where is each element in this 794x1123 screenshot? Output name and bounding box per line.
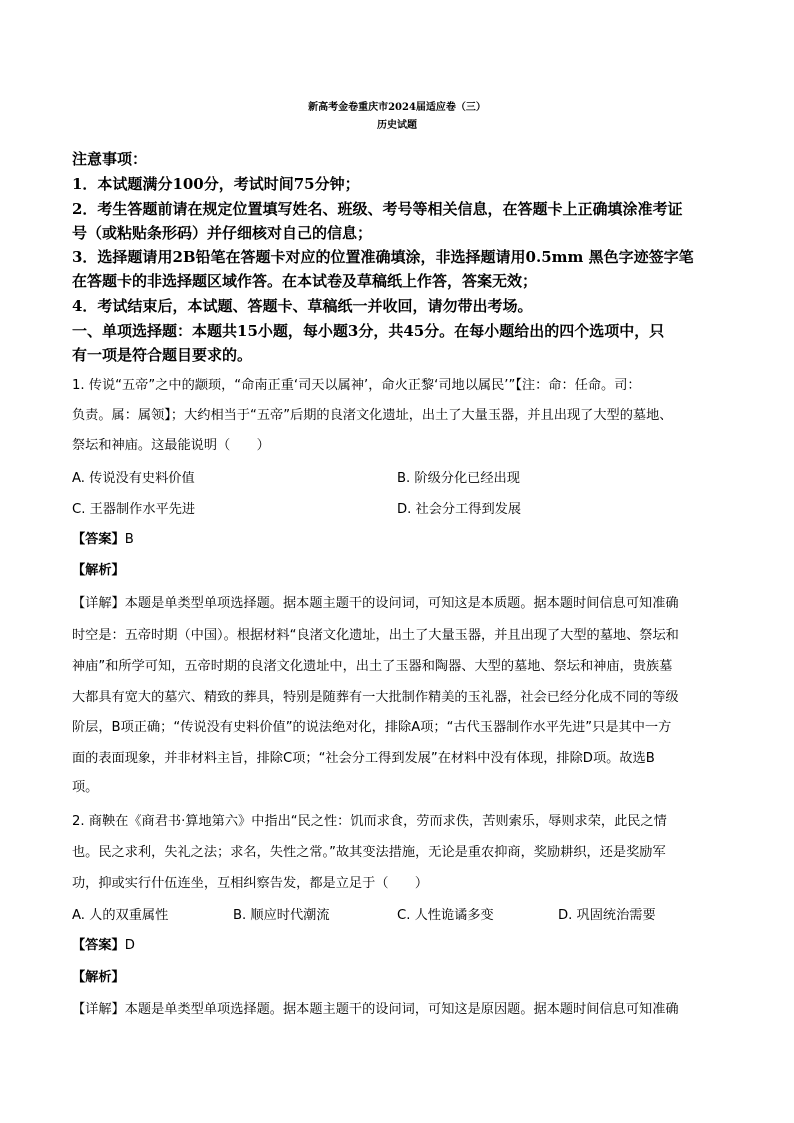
question-1-option-c: C. 王器制作水平先进 — [72, 502, 196, 517]
notice-line: 2．考生答题前请在规定位置填写姓名、班级、考号等相关信息，在答题卡上正确填涂准考证 — [72, 200, 683, 218]
question-1-detail: 大都具有宽大的墓穴、精致的葬具，特别是随葬有一大批制作精美的玉礼器，社会已经分化成不同的等级 — [72, 690, 679, 705]
question-2-detail: 【详解】本题是单类型单项选择题。据本题主题干的设问词，可知这是原因题。据本题时间信息可知准确 — [72, 1002, 679, 1017]
notice-line: 号（或粘贴条形码）并仔细核对自己的信息； — [72, 224, 373, 242]
question-2-answer — [72, 934, 135, 953]
section-heading: 有一项是符合题目要求的。 — [72, 346, 253, 364]
question-1-detail: 阶层，B项正确；“传说没有史料价值”的说法绝对化，排除A项；“古代玉器制作水平先进”只是其中一方 — [72, 720, 672, 735]
question-2-option-d: D. 巩固统治需要 — [558, 908, 656, 923]
question-1-stem: 祭坛和神庙。这最能说明（ ） — [72, 438, 270, 453]
answer-value: D — [124, 938, 135, 953]
answer-value: B — [124, 532, 134, 547]
question-2-stem: 功，抑或实行什伍连坐，互相纠察告发，都是立足于（ ） — [72, 876, 429, 891]
question-2-option-a: A. 人的双重属性 — [72, 908, 169, 923]
notice-line: 在答题卡的非选择题区域作答。在本试卷及草稿纸上作答，答案无效； — [72, 272, 538, 290]
question-1-detail: 时空是：五帝时期（中国）。根据材料“良渚文化遗址，出土了大量玉器，并且出现了大型的墓地、祭坛和 — [72, 628, 679, 643]
exam-title: 新高考金卷重庆市2024届适应卷（三） — [308, 102, 486, 113]
question-1-answer — [72, 528, 134, 547]
question-2-option-c: C. 人性诡谲多变 — [397, 908, 494, 923]
question-1-option-a: A. 传说没有史料价值 — [72, 471, 195, 486]
question-1-detail: 神庙”和所学可知，五帝时期的良渚文化遗址中，出土了玉器和陶器、大型的墓地、祭坛和神庙，贵族墓 — [72, 659, 673, 674]
exam-subject-title: 历史试题 — [377, 120, 417, 131]
notice-line: 3．选择题请用2B铅笔在答题卡对应的位置准确填涂，非选择题请用0.5mm 黑色字迹签字笔 — [72, 248, 694, 266]
question-1-detail: 面的表面现象，并非材料主旨，排除C项；“社会分工得到发展”在材料中没有体现，排除D项。故选B — [72, 751, 655, 766]
question-2-analysis-label: 【解析】 — [72, 970, 125, 985]
question-2-option-b: B. 顺应时代潮流 — [233, 908, 330, 923]
question-1-detail: 项。 — [72, 780, 99, 795]
question-1-stem: 1. 传说“五帝”之中的颛顼，“命南正重‘司天以属神’，命火正黎‘司地以属民’”【注：命：任命。司： — [72, 378, 641, 393]
section-heading: 一、单项选择题：本题共15小题，每小题3分，共45分。在每小题给出的四个选项中，只 — [72, 322, 665, 340]
question-2-stem: 2. 商鞅在《商君书·算地第六》中指出“民之性：饥而求食，劳而求佚，苦则索乐，辱则求荣，此民之情 — [72, 814, 667, 829]
answer-label: 【答案】 — [72, 532, 125, 547]
question-2-stem: 也。民之求利，失礼之法；求名，失性之常。”故其变法措施，无论是重农抑商，奖励耕织，还是奖励军 — [72, 845, 666, 860]
question-1-stem: 负责。属：属领】；大约相当于“五帝”后期的良渚文化遗址，出土了大量玉器，并且出现了大型的墓地、 — [72, 408, 673, 423]
question-1-option-d: D. 社会分工得到发展 — [397, 502, 522, 517]
question-1-detail: 【详解】本题是单类型单项选择题。据本题主题干的设问词，可知这是本质题。据本题时间信息可知准确 — [72, 596, 679, 611]
answer-label: 【答案】 — [72, 938, 125, 953]
notice-heading: 注意事项： — [72, 150, 148, 168]
question-1-analysis-label: 【解析】 — [72, 563, 125, 578]
notice-line: 1．本试题满分100分，考试时间75分钟； — [72, 175, 360, 193]
question-1-option-b: B. 阶级分化已经出现 — [397, 471, 520, 486]
notice-line: 4．考试结束后，本试题、答题卡、草稿纸一并收回，请勿带出考场。 — [72, 297, 533, 315]
